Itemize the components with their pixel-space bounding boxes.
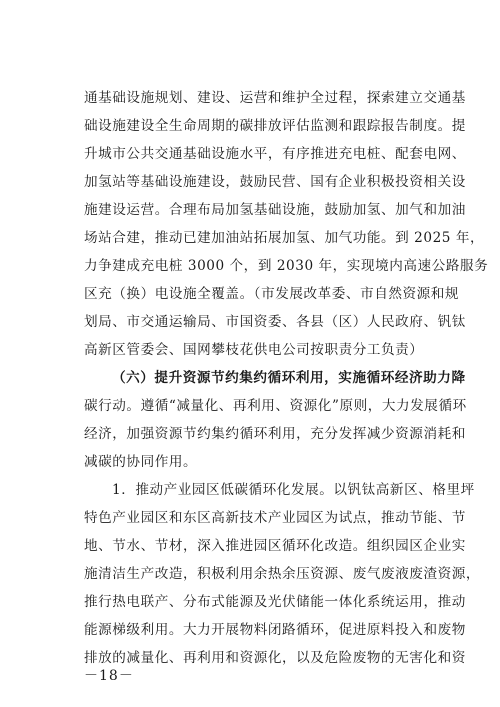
text-line: 排放的减量化、再利用和资源化，以及危险废物的无害化和资 xyxy=(84,650,466,666)
text-line: 施建设运营。合理布局加氢基础设施，鼓励加氢、加气和加油 xyxy=(84,202,466,218)
text-line: 特色产业园区和东区高新技术产业园区为试点，推动节能、节 xyxy=(84,510,466,526)
text-line: 减碳的协同作用。 xyxy=(84,454,198,470)
text-line: 加氢站等基础设施建设，鼓励民营、国有企业积极投资相关设 xyxy=(84,174,466,190)
text-line: 力争建成充电桩 3000 个，到 2030 年，实现境内高速公路服务 xyxy=(84,258,489,274)
text-line: 施清洁生产改造，积极利用余热余压资源、废气废液废渣资源， xyxy=(84,566,481,582)
section-heading-line: （六）提升资源节约集约循环利用，实施循环经济助力降 xyxy=(112,370,466,386)
text-line: 碳行动。遵循“减量化、再利用、资源化”原则，大力发展循环 xyxy=(84,398,467,414)
text-line: 通基础设施规划、建设、运营和维护全过程，探索建立交通基 xyxy=(84,90,466,106)
text-line: 础设施建设全生命周期的碳排放评估监测和跟踪报告制度。提 xyxy=(84,118,466,134)
text-line: 推行热电联产、分布式能源及光伏储能一体化系统运用，推动 xyxy=(84,594,466,610)
text-line: 高新区管委会、国网攀枝花供电公司按职责分工负责） xyxy=(84,342,424,358)
page-number: －18－ xyxy=(84,668,134,684)
text-line: 场站合建，推动已建加油站拓展加氢、加气功能。到 2025 年， xyxy=(84,230,485,246)
text-line: 1．推动产业园区低碳循环化发展。以钒钛高新区、格里坪 xyxy=(112,482,475,498)
text-line: 升城市公共交通基础设施水平，有序推进充电桩、配套电网、 xyxy=(84,146,466,162)
text-line: 区充（换）电设施全覆盖。（市发展改革委、市自然资源和规 xyxy=(84,286,460,302)
text-line: 地、节水、节材，深入推进园区循环化改造。组织园区企业实 xyxy=(84,538,466,554)
text-line: 经济，加强资源节约集约循环利用，充分发挥减少资源消耗和 xyxy=(84,426,466,442)
text-line: 划局、市交通运输局、市国资委、各县（区）人民政府、钒钛 xyxy=(84,314,466,330)
text-line: 能源梯级利用。大力开展物料闭路循环，促进原料投入和废物 xyxy=(84,622,466,638)
